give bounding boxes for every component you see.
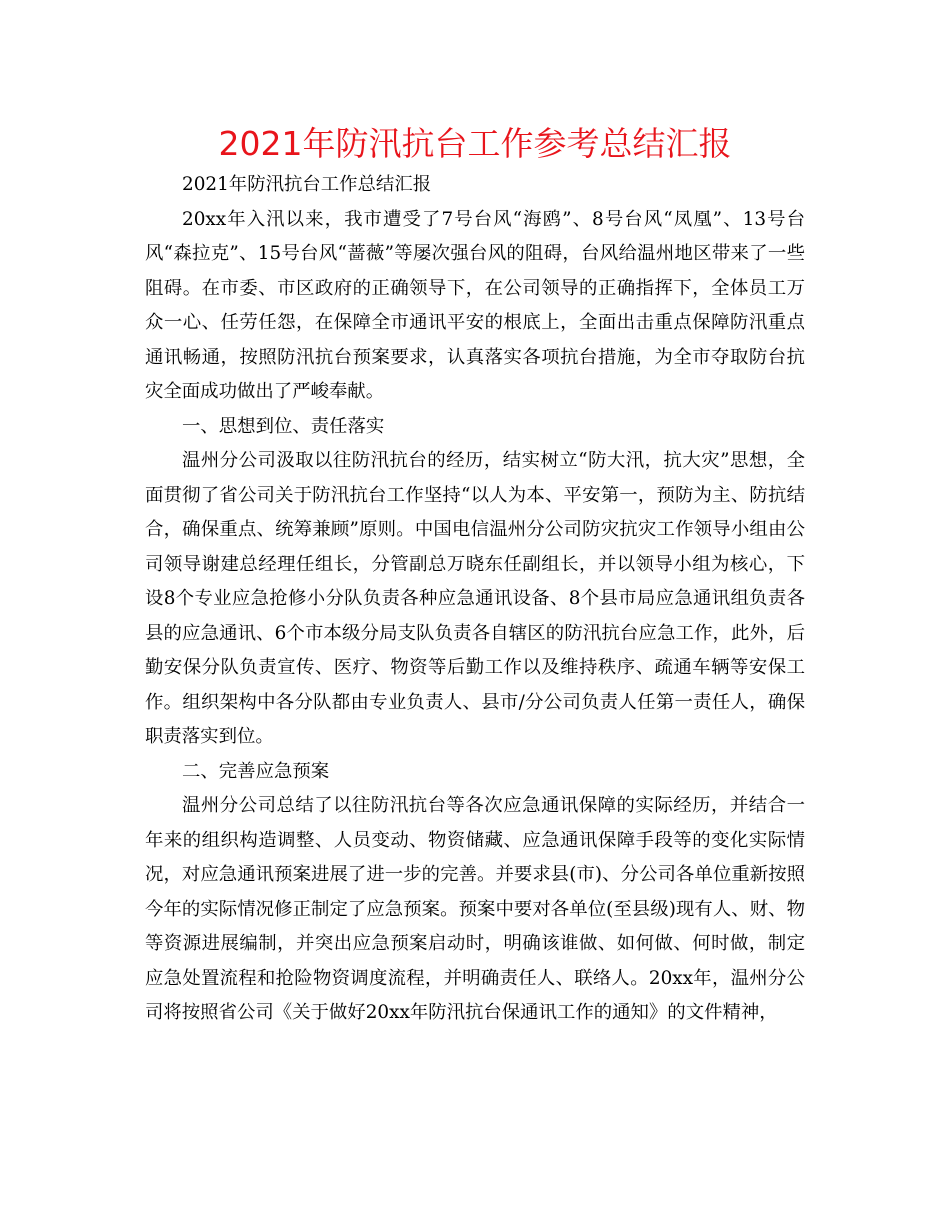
paragraph-section-1: 温州分公司汲取以往防汛抗台的经历，结实树立“防大汛，抗大灾”思想，全面贯彻了省公司关于防汛抗台工作坚持“以人为本、平安第一，预防为主、防抗结合，确保重点、统筹兼顾”原则。中国电信温州分公司防灾抗灾工作领导小组由公司领导谢建总经理任组长，分管副总万晓东任副组长，并以领导小组为核心，下设8个专业应急抢修小分队负责各种应急通讯设备、8个县市局应急通讯组负责各县的应急通讯、6个市本级分局支队负责各自辖区的防汛抗台应急工作，此外，后勤安保分队负责宣传、医疗、物资等后勤工作以及维持秩序、疏通车辆等安保工作。组织架构中各分队都由专业负责人、县市/分公司负责人任第一责任人，确保职责落实到位。 — [145, 450, 805, 747]
document-title: 2021年防汛抗台工作参考总结汇报 — [218, 124, 732, 163]
document-subtitle: 2021年防汛抗台工作总结汇报 — [182, 174, 432, 195]
section-heading-1: 一、思想到位、责任落实 — [182, 415, 385, 437]
section-heading-2: 二、完善应急预案 — [182, 760, 330, 782]
paragraph-section-2: 温州分公司总结了以往防汛抗台等各次应急通讯保障的实际经历，并结合一年来的组织构造调整、人员变动、物资储藏、应急通讯保障手段等的变化实际情况，对应急通讯预案进展了进一步的完善。并要求县(市)、分公司各单位重新按照今年的实际情况修正制定了应急预案。预案中要对各单位(至县级)现有人、财、物等资源进展编制，并突出应急预案启动时，明确该谁做、如何做、何时做，制定应急处置流程和抢险物资调度流程，并明确责任人、联络人。20xx年，温州分公司将按照省公司《关于做好20xx年防汛抗台保通讯工作的通知》的文件精神， — [145, 795, 805, 1023]
document-body — [145, 168, 805, 1031]
paragraph-intro: 20xx年入汛以来，我市遭受了7号台风“海鸥”、8号台风“凤凰”、13号台风“森拉克”、15号台风“蔷薇”等屡次强台风的阻碍，台风给温州地区带来了一些阻碍。在市委、市区政府的正确领导下，在公司领导的正确指挥下，全体员工万众一心、任劳任怨，在保障全市通讯平安的根底上，全面出击重点保障防汛重点通讯畅通，按照防汛抗台预案要求，认真落实各项抗台措施，为全市夺取防台抗灾全面成功做出了严峻奉献。 — [145, 208, 805, 402]
